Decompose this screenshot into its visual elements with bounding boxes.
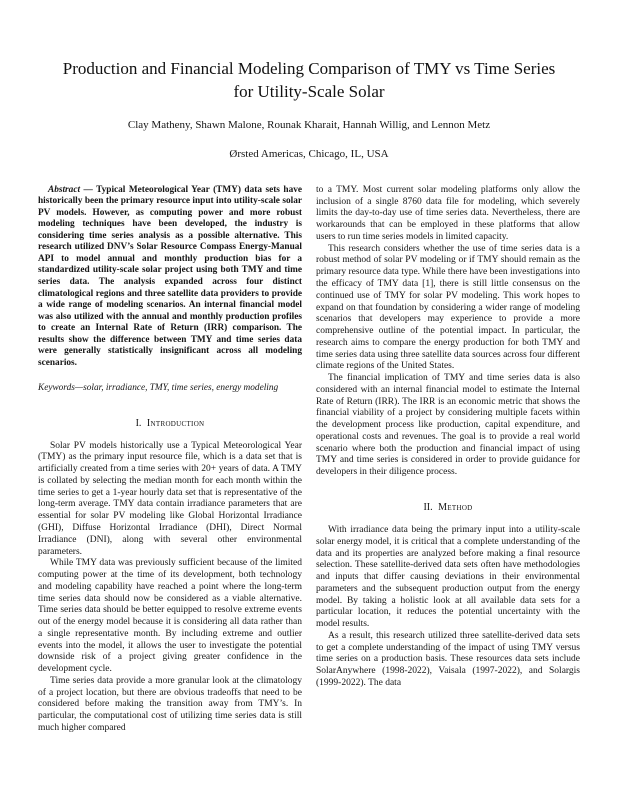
column-right [316, 185, 580, 735]
section-title: Method [438, 502, 473, 514]
paragraph-intro-1: Solar PV models historically use a Typical Meteorological Year (TMY) as the primary input resource file, which is a data set that is artificially created from a time series with 20+ years of data. A TMY is collated by selecting the median month for each month within the time series to get a 1-year hourly data set that is representative of the long-term average. TMY data contain irradiance parameters that are essential for solar PV modeling like Global Horizontal Irradiance (GHI), Diffuse Horizontal Irradiance (DHI), Direct Normal Irradiance (DNI), along with several other environmental parameters. [38, 440, 302, 557]
paragraph-intro-3: Time series data provide a more granular look at the climatology of a project location, but there are obvious tradeoffs that need to be considered before making the transition away from TMY’s. In particular, the computational cost of utilizing time series data is still much higher compared [38, 675, 302, 734]
paragraph-intro-2: While TMY data was previously sufficient because of the limited computing power at the time of its development, both technology and modeling capability have reached a point where the long-term time series data should now be considered as a viable alternative. Time series data should be better equipped to resolve extreme events out of the energy model because it is considering all data rather than a single representative month. By including extreme and outlier events into the model, it allows the user to investigate the potential downside risk of a project giving greater confidence in the development cycle. [38, 558, 302, 675]
abstract-label: Abstract [48, 184, 81, 195]
authors-line: Clay Matheny, Shawn Malone, Rounak Kharait, Hannah Willig, and Lennon Metz [127, 118, 491, 131]
paragraph-intro-4: This research considers whether the use of time series data is a robust method of solar PV modeling or if TMY should remain as the primary resource data type. While there have been investigations into the efficacy of TMY data [1], there is still little consensus on the continued use of TMY for solar PV modeling. This work hopes to expand on that foundation by considering a wider range of modeling scenarios that developers may experience to provide a more comprehensive outline of the potential impact. In particular, the research aims to compare the energy production for both TMY and time series data using three satellite data sources across four different climate regions of the United States. [316, 243, 580, 372]
affiliation-line: Ørsted Americas, Chicago, IL, USA [229, 147, 389, 160]
abstract-paragraph [38, 185, 302, 369]
paragraph-method-1: With irradiance data being the primary input into a utility-scale solar energy model, it is critical that a complete understanding of the data and its properties are analyzed before making a final resource selection. These satellite-derived data sets often have methodologies and inputs that differ causing deviations in their environmental parameters and the subsequent production output from the energy model. By taking a holistic look at all available data sets for a particular location, it reduces the potential uncertainty with the model results. [316, 525, 580, 630]
section-heading-introduction [38, 418, 302, 429]
keywords-line [38, 383, 302, 395]
keywords-label: Keywords [38, 383, 75, 394]
abstract-text: — Typical Meteorological Year (TMY) data sets have historically been the primary resource input into utility-scale solar PV models. However, as computing power and more robust modeling techniques have been developed, the industry is considering time series analysis as a possible alternative. This research utilized DNV’s Solar Resource Compass Energy-Manual API to model annual and monthly production bias for a standardized utility-scale solar project using both TMY and time series data. The analysis expanded across four distinct climatological regions and three satellite data providers to provide a wide range of modeling scenarios. An internal financial model was also utilized with the annual and monthly production profiles to create an Internal Rate of Return (IRR) comparison. The results show the difference between TMY and time series data were generally statistically insignificant across all modeling scenarios. [38, 184, 302, 368]
column-left [38, 185, 302, 735]
paragraph-method-2: As a result, this research utilized three satellite-derived data sets to get a complete understanding of the impact of using TMY versus time series on a production basis. These resources data sets include SolarAnywhere (1998-2022), Vaisala (1997-2022), and Solargis (1999-2022). The data [316, 630, 580, 688]
section-title: Introduction [146, 417, 205, 429]
paragraph-intro-5: The financial implication of TMY and time series data is also considered with an internal financial model to estimate the Internal Rate of Return (IRR). The IRR is an economic metric that shows the financial viability of a project by considering multiple facets within the development process like production, capital expenditure, and operational costs and revenues. The goal is to provide a real world scenario where both the production and financial impact of using TMY and time series is considered in order to provide guidance for developers in their diligence process. [316, 373, 580, 478]
section-number: II. [423, 502, 433, 514]
paragraph-intro-3-continuation: to a TMY. Most current solar modeling platforms only allow the inclusion of a single 8760 data file for modeling, which severely limits the day-to-day use of time series data. Nevertheless, there are workarounds that can be employed in these platforms that allow users to run time series models in limited capacity. [316, 184, 580, 242]
keywords-text: —solar, irradiance, TMY, time series, energy modeling [74, 383, 279, 394]
section-number: I. [135, 417, 142, 429]
two-column-body [38, 185, 580, 735]
section-heading-method [316, 502, 580, 513]
paper-title: Production and Financial Modeling Comparison of TMY vs Time Series for Utility-Scale Solar [62, 59, 556, 101]
